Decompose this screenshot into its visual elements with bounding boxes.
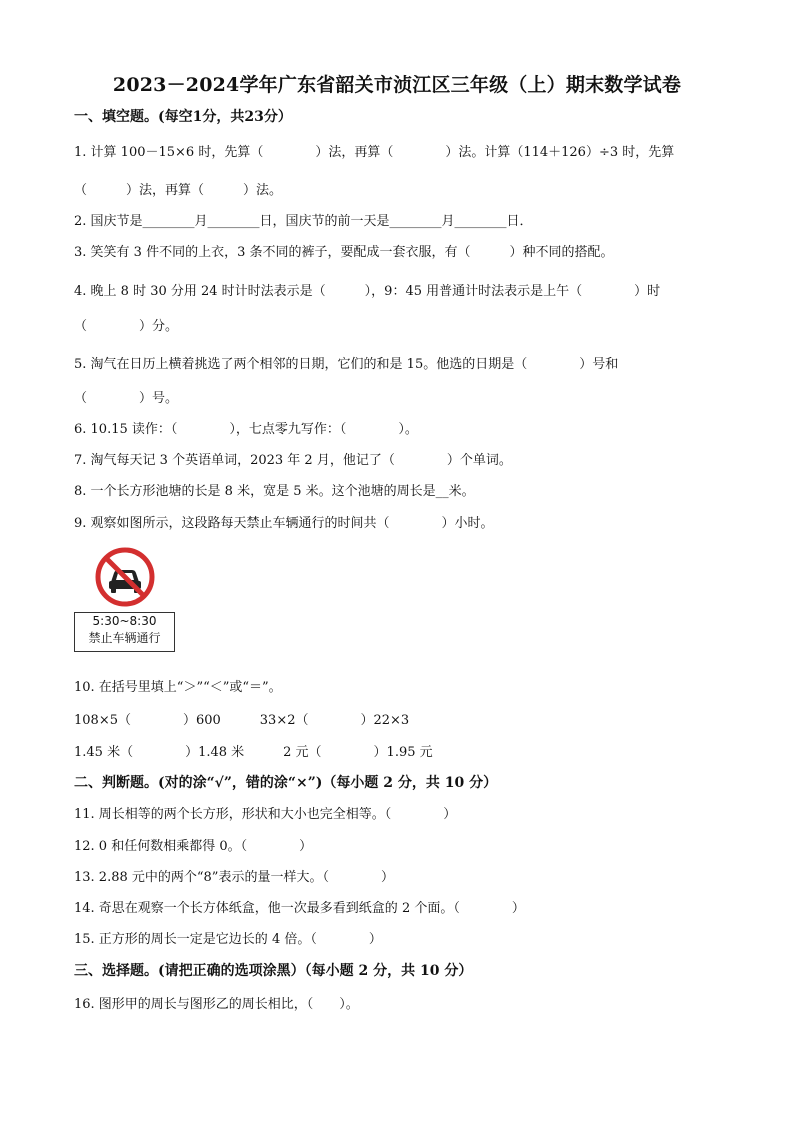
- sign-text: 禁止车辆通行: [88, 631, 161, 645]
- sign-time: 5:30~8:30: [92, 614, 157, 628]
- question-2: 2. 国庆节是________月________日，国庆节的前一天是________月________日．: [74, 214, 533, 229]
- question-4-line-2: （ ）分。: [74, 319, 179, 334]
- question-16: 16. 图形甲的周长与图形乙的周长相比，（ ）。: [74, 997, 359, 1012]
- page-title: 2023－2024学年广东省韶关市浈江区三年级（上）期末数学试卷: [112, 74, 682, 96]
- question-4-line-1: 4. 晚上 8 时 30 分用 24 时计时法表示是（ ），9：45 用普通计时法表示是上午（ ）时: [74, 284, 661, 299]
- question-12: 12. 0 和任何数相乘都得 0。（ ）: [74, 839, 313, 854]
- question-1-line-2: （ ）法，再算（ ）法。: [74, 183, 283, 198]
- question-10: 10. 在括号里填上“＞”“＜”或“＝”。: [74, 680, 282, 695]
- question-3: 3. 笑笑有 3 件不同的上衣，3 条不同的裤子，要配成一套衣服，有（ ）种不同的搭配。: [74, 245, 614, 260]
- question-7: 7. 淘气每天记 3 个英语单词，2023 年 2 月，他记了（ ）个单词。: [74, 453, 512, 468]
- section-multiple-choice-heading: 三、选择题。(请把正确的选项涂黑）（每小题 2 分，共 10 分）: [74, 963, 473, 979]
- question-1-line-1: 1. 计算 100－15×6 时，先算（ ）法，再算（ ）法。计算（114＋126）÷3 时，先算: [74, 145, 675, 160]
- question-8: 8. 一个长方形池塘的长是 8 米，宽是 5 米。这个池塘的周长是__米。: [74, 484, 475, 499]
- question-10-row-1: 108×5（ ）600 33×2（ ）22×3: [74, 713, 410, 728]
- section-true-false-heading: 二、判断题。(对的涂“√”，错的涂“×”)（每小题 2 分，共 10 分）: [74, 775, 498, 791]
- section-fill-in-heading: 一、填空题。(每空1分，共23分）: [74, 109, 292, 125]
- sign-time-plate: [74, 612, 175, 652]
- question-10-row-2: 1.45 米（ ）1.48 米 2 元（ ）1.95 元: [74, 745, 433, 760]
- question-11: 11. 周长相等的两个长方形，形状和大小也完全相等。（ ）: [74, 807, 457, 822]
- question-9: 9. 观察如图所示，这段路每天禁止车辆通行的时间共（ ）小时。: [74, 516, 494, 531]
- question-5-line-2: （ ）号。: [74, 391, 179, 406]
- question-5-line-1: 5. 淘气在日历上横着挑选了两个相邻的日期，它们的和是 15。他选的日期是（ ）号和: [74, 357, 619, 372]
- question-13: 13. 2.88 元中的两个“8”表示的量一样大。（ ）: [74, 870, 394, 885]
- question-15: 15. 正方形的周长一定是它边长的 4 倍。（ ）: [74, 932, 382, 947]
- no-vehicles-sign-icon: [94, 546, 156, 608]
- question-14: 14. 奇思在观察一个长方体纸盒，他一次最多看到纸盒的 2 个面。（ ）: [74, 901, 525, 916]
- question-6: 6. 10.15 读作：（ ），七点零九写作：（ ）。: [74, 422, 418, 437]
